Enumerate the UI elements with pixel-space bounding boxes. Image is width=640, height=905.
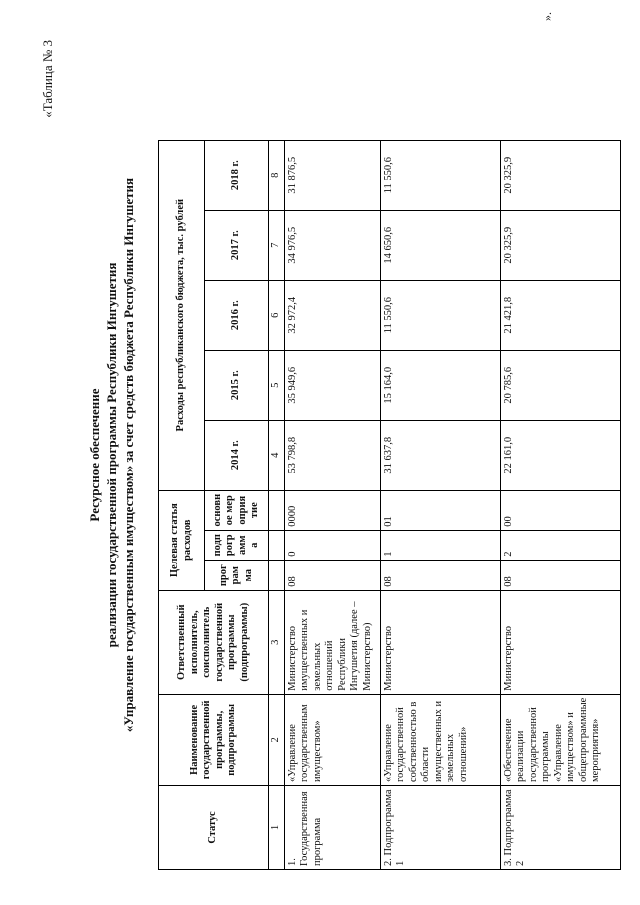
header-year-2016: 2016 г. [205,280,269,350]
row-value-2017: 14 650,6 [380,210,500,280]
row-value-2015: 35 949,6 [284,350,380,420]
heading-line-1: Ресурсное обеспечение [87,388,102,522]
heading-line-2: реализации государственной программы Республики Ингушетия [104,262,119,648]
row-value-2015: 15 164,0 [380,350,500,420]
row-value-2014: 31 637,8 [380,420,500,490]
row-main-event-code: 0000 [284,490,380,530]
row-value-2015: 20 785,6 [500,350,620,420]
row-status: 3. Подпрограмма 2 [500,786,620,870]
row-responsible: Министерство имущественных и земельных отношений Республики Ингушетия (далее – Министерство) [284,590,380,694]
row-value-2016: 11 550,6 [380,280,500,350]
column-number [269,530,285,560]
column-number [269,490,285,530]
header-responsible: Ответственный исполнитель, соисполнитель государственной программы (подпрограммы) [159,590,269,694]
column-number: 7 [269,210,285,280]
row-value-2016: 21 421,8 [500,280,620,350]
row-status: 1. Государственная программа [284,786,380,870]
column-number: 1 [269,786,285,870]
resource-table [158,140,621,870]
column-number-row [269,140,285,869]
header-year-2018: 2018 г. [205,140,269,210]
column-number: 8 [269,140,285,210]
column-number: 5 [269,350,285,420]
row-main-event-code: 00 [500,490,620,530]
row-value-2017: 20 325,9 [500,210,620,280]
header-name: Наименование государственной программы, подпрограммы [159,694,269,785]
row-value-2014: 53 798,8 [284,420,380,490]
row-main-event-code: 01 [380,490,500,530]
row-value-2016: 32 972,4 [284,280,380,350]
closing-quote: ». [540,12,554,21]
row-subprogram-code: 2 [500,530,620,560]
row-name: «Управление государственным имуществом» [284,694,380,785]
row-name: «Управление государственной собственностью в области имущественных и земельных отношений» [380,694,500,785]
column-number: 3 [269,590,285,694]
header-year-2014: 2014 г. [205,420,269,490]
header-program: программа [205,560,269,590]
column-number: 4 [269,420,285,490]
row-subprogram-code: 0 [284,530,380,560]
row-value-2018: 31 876,5 [284,140,380,210]
header-target-article: Целевая статья расходов [159,490,205,590]
header-main-event: основное мероприятие [205,490,269,530]
row-program-code: 08 [284,560,380,590]
header-subprogram: подпрограмма [205,530,269,560]
row-name: «Обеспечение реализации государственной программы «Управление имуществом» и общепрограммные мероприятия» [500,694,620,785]
row-program-code: 08 [380,560,500,590]
rotated-document-page [40,12,601,880]
row-value-2017: 34 976,5 [284,210,380,280]
header-status: Статус [159,786,269,870]
document-heading [86,30,137,880]
column-number: 2 [269,694,285,785]
column-number: 6 [269,280,285,350]
column-number [269,560,285,590]
heading-line-3: «Управление государственным имуществом» за счет средств бюджета Республики Ингушетия [121,177,136,733]
row-responsible: Министерство [380,590,500,694]
row-value-2018: 20 325,9 [500,140,620,210]
table-row [380,140,500,869]
row-value-2014: 22 161,0 [500,420,620,490]
header-expenses: Расходы республиканского бюджета, тыс. рублей [159,140,205,490]
table-row [500,140,620,869]
row-responsible: Министерство [500,590,620,694]
header-year-2015: 2015 г. [205,350,269,420]
row-subprogram-code: 1 [380,530,500,560]
table-number-label: «Таблица № 3 [40,40,55,118]
row-program-code: 08 [500,560,620,590]
row-status: 2. Подпрограмма 1 [380,786,500,870]
table-row [284,140,380,869]
row-value-2018: 11 550,6 [380,140,500,210]
header-year-2017: 2017 г. [205,210,269,280]
